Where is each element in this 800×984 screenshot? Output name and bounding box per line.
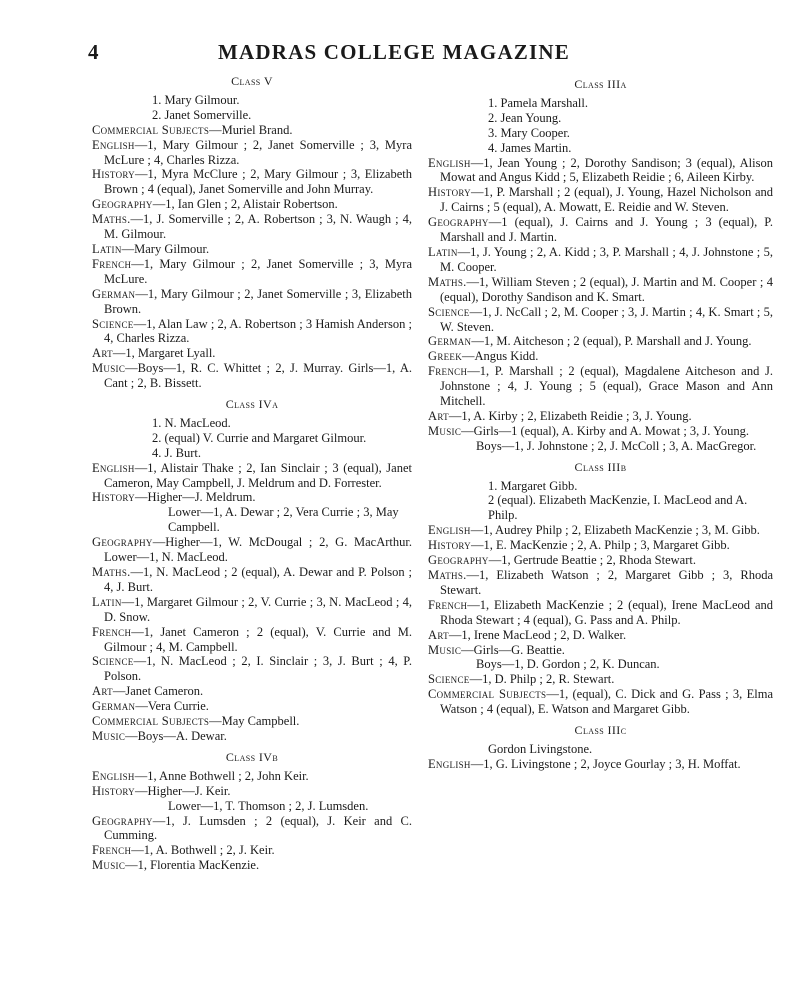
subject-label: Music xyxy=(428,423,462,438)
subject-label: English xyxy=(428,756,471,771)
sub-entry: Lower—1, T. Thomson ; 2, J. Lumsden. xyxy=(168,798,369,813)
subject-entry xyxy=(428,424,773,439)
subject-entry xyxy=(92,684,412,699)
subject-label: Commercial Subjects xyxy=(92,122,210,137)
subject-entry xyxy=(92,565,412,595)
class-heading: Class IVa xyxy=(225,397,279,412)
subject-entry xyxy=(92,654,412,684)
subject-entry xyxy=(92,595,412,625)
subject-entry xyxy=(428,185,773,215)
subject-entry xyxy=(428,334,773,349)
sub-entry: Boys—1, D. Gordon ; 2, K. Duncan. xyxy=(476,657,660,672)
class-rank-entry: Gordon Livingstone. xyxy=(488,741,593,756)
subject-label: English xyxy=(92,768,135,783)
subject-label: Art xyxy=(92,346,113,361)
subject-label: Geography xyxy=(92,197,153,212)
class-rank-entry: 1. Mary Gilmour. xyxy=(152,92,240,107)
class-heading: Class V xyxy=(231,74,273,88)
left-column xyxy=(92,68,412,873)
subject-entry xyxy=(92,123,412,138)
subject-label: Commercial Subjects xyxy=(92,714,210,729)
subject-entry xyxy=(428,672,773,687)
class-rank-entry: 1. Pamela Marshall. xyxy=(488,95,588,110)
subject-results: —1, Margaret Gilmour ; 2, V. Currie ; 3, N. MacLeod ; 4, D. Snow. xyxy=(104,594,412,624)
subject-entry xyxy=(92,714,412,729)
page-number: 4 xyxy=(88,40,99,64)
subject-entry xyxy=(92,843,412,858)
subject-entry xyxy=(428,553,773,568)
class-rank-entry: 2 (equal). Elizabeth MacKenzie, I. MacLeod and A. Philp. xyxy=(488,493,748,523)
subject-results: —1, Mary Gilmour ; 2, Janet Somerville ; 3, Myra McLure. xyxy=(104,256,412,286)
subject-label: French xyxy=(428,597,468,612)
subject-label: Art xyxy=(428,627,449,642)
subject-label: Music xyxy=(428,642,462,657)
subject-entry xyxy=(92,769,412,784)
subject-label: Maths. xyxy=(92,565,131,579)
subject-results: —Girls—1 (equal), A. Kirby and A. Mowat ; 3, J. Young. xyxy=(461,423,749,438)
subject-label: Greek xyxy=(428,349,463,364)
subject-results: —1, N. MacLeod ; 2, I. Sinclair ; 3, J. Burt ; 4, P. Polson. xyxy=(104,654,412,684)
subject-results: —1, Janet Cameron ; 2 (equal), V. Currie and M. Gilmour ; 4, M. Campbell. xyxy=(104,624,412,654)
subject-label: Latin xyxy=(92,241,122,256)
subject-label: Maths. xyxy=(92,212,131,227)
subject-results: —1, G. Livingstone ; 2, Joyce Gourlay ; 3, H. Moffat. xyxy=(470,756,741,771)
class-rank-entry: 2. Jean Young. xyxy=(488,110,562,125)
class-rank-entry: 3. Mary Cooper. xyxy=(488,125,570,140)
subject-label: Art xyxy=(92,684,113,699)
subject-label: Geography xyxy=(428,553,489,568)
subject-entry xyxy=(428,568,773,598)
subject-entry xyxy=(428,643,773,658)
subject-entry xyxy=(428,156,773,186)
subject-entry xyxy=(92,729,412,744)
page-header xyxy=(88,40,780,68)
subject-results: —1, Mary Gilmour ; 2, Janet Somerville ; 3, Myra McLure ; 4, Charles Rizza. xyxy=(104,137,412,167)
subject-label: French xyxy=(92,624,132,639)
subject-results: —1, A. Kirby ; 2, Elizabeth Reidie ; 3, J. Young. xyxy=(448,408,692,423)
class-heading: Class IIIc xyxy=(574,723,627,738)
subject-results: —May Campbell. xyxy=(209,714,300,729)
subject-entry xyxy=(428,245,773,275)
subject-results: —Muriel Brand. xyxy=(209,122,293,137)
subject-entry xyxy=(92,317,412,347)
subject-label: Science xyxy=(92,316,134,331)
sub-entry: Boys—1, J. Johnstone ; 2, J. McColl ; 3, A. MacGregor. xyxy=(476,438,757,453)
subject-label: French xyxy=(428,364,468,379)
magazine-title: MADRAS COLLEGE MAGAZINE xyxy=(218,40,570,64)
class-rank-entry: 4. J. Burt. xyxy=(152,445,201,460)
class-rank-entry: 1. Margaret Gibb. xyxy=(488,478,578,493)
subject-label: English xyxy=(428,155,471,170)
subject-results: —1, Elizabeth MacKenzie ; 2 (equal), Irene MacLeod and Rhoda Stewart ; 4 (equal), G. Pass and A. Philp. xyxy=(440,597,773,627)
subject-label: Latin xyxy=(92,594,122,609)
subject-results: —1, N. MacLeod ; 2 (equal), A. Dewar and P. Polson ; 4, J. Burt. xyxy=(104,565,412,594)
subject-label: English xyxy=(428,523,471,538)
subject-entry xyxy=(92,699,412,714)
subject-entry xyxy=(428,757,773,772)
subject-results: —1, Mary Gilmour ; 2, Janet Somerville ; 3, Elizabeth Brown. xyxy=(104,286,412,316)
subject-entry xyxy=(92,257,412,287)
class-heading: Class IIIa xyxy=(574,77,627,91)
subject-label: Science xyxy=(428,672,470,687)
subject-results: —Girls—G. Beattie. xyxy=(461,642,565,657)
subject-entry xyxy=(92,490,412,505)
subject-label: Geography xyxy=(92,813,153,828)
subject-entry xyxy=(428,628,773,643)
subject-label: Commercial Subjects xyxy=(428,687,547,702)
subject-results: —1, J. NcCall ; 2, M. Cooper ; 3, J. Martin ; 4, K. Smart ; 5, W. Steven. xyxy=(440,304,773,334)
subject-entry xyxy=(428,215,773,245)
subject-label: English xyxy=(92,137,135,152)
subject-results: —1 (equal), J. Cairns and J. Young ; 3 (equal), P. Marshall and J. Martin. xyxy=(440,215,773,245)
subject-label: Maths. xyxy=(428,568,467,582)
subject-results: —1, William Steven ; 2 (equal), J. Martin and M. Cooper ; 4 (equal), Dorothy Sandison and K. Smart. xyxy=(440,274,773,304)
subject-results: —1, Myra McClure ; 2, Mary Gilmour ; 3, Elizabeth Brown ; 4 (equal), Janet Somerville and John Murray. xyxy=(104,167,412,197)
subject-results: —Angus Kidd. xyxy=(462,349,539,364)
class-heading: Class IIIb xyxy=(574,459,627,474)
subject-results: —1, J. Somerville ; 2, A. Robertson ; 3, N. Waugh ; 4, M. Gilmour. xyxy=(104,212,412,242)
class-rank-entry: 4. James Martin. xyxy=(488,140,572,155)
subject-results: —1, D. Philp ; 2, R. Stewart. xyxy=(469,672,615,687)
subject-results: —Higher—J. Meldrum. xyxy=(134,490,256,505)
subject-label: History xyxy=(92,783,135,798)
subject-label: Geography xyxy=(92,535,153,550)
subject-entry xyxy=(92,242,412,257)
subject-entry xyxy=(428,364,773,409)
subject-results: —1, Margaret Lyall. xyxy=(112,346,216,361)
subject-entry xyxy=(92,858,412,873)
subject-entry xyxy=(428,687,773,717)
subject-entry xyxy=(428,305,773,335)
class-rank-entry: 1. N. MacLeod. xyxy=(152,415,231,430)
subject-results: —1, Jean Young ; 2, Dorothy Sandison; 3 (equal), Alison Mowat and Angus Kidd ; 5, Elizabeth Reidie ; 6, Aileen Kirby. xyxy=(440,155,773,185)
subject-label: Music xyxy=(92,361,126,376)
subject-results: —1, A. Bothwell ; 2, J. Keir. xyxy=(131,843,275,858)
subject-results: —1, P. Marshall ; 2 (equal), Magdalene Aitcheson and J. Johnstone ; 4, J. Young ; 5 (equal), Grace Mason and Ann Mitchell. xyxy=(440,364,773,409)
subject-results: —Boys—1, R. C. Whittet ; 2, J. Murray. Girls—1, A. Cant ; 2, B. Bissett. xyxy=(104,361,412,391)
subject-label: Maths. xyxy=(428,274,467,289)
subject-results: —1, M. Aitcheson ; 2 (equal), P. Marshall and J. Young. xyxy=(471,334,752,349)
class-rank-entry: 2. Janet Somerville. xyxy=(152,107,252,122)
subject-label: Music xyxy=(92,728,126,743)
subject-results: —1, J. Lumsden ; 2 (equal), J. Keir and C. Cumming. xyxy=(104,813,412,843)
subject-results: —1, Alistair Thake ; 2, Ian Sinclair ; 3 (equal), Janet Cameron, May Campbell, J. Meldrum and D. Forrester. xyxy=(104,460,412,490)
subject-entry xyxy=(92,625,412,655)
subject-label: German xyxy=(92,286,136,301)
subject-results: —1, Gertrude Beattie ; 2, Rhoda Stewart. xyxy=(488,553,696,568)
subject-label: German xyxy=(92,699,136,714)
subject-label: Science xyxy=(92,654,134,669)
subject-entry xyxy=(92,361,412,391)
subject-entry xyxy=(92,138,412,168)
subject-results: —Janet Cameron. xyxy=(112,684,204,699)
subject-results: —1, Elizabeth Watson ; 2, Margaret Gibb ; 3, Rhoda Stewart. xyxy=(440,568,773,597)
subject-results: —Higher—1, W. McDougal ; 2, G. MacArthur. Lower—1, N. MacLeod. xyxy=(104,535,412,565)
subject-results: —1, Alan Law ; 2, A. Robertson ; 3 Hamish Anderson ; 4, Charles Rizza. xyxy=(104,316,412,346)
subject-results: —Boys—A. Dewar. xyxy=(125,728,227,743)
subject-results: —1, E. MacKenzie ; 2, A. Philp ; 3, Margaret Gibb. xyxy=(470,538,730,553)
subject-label: Science xyxy=(428,304,470,319)
subject-results: —Vera Currie. xyxy=(135,699,209,714)
subject-entry xyxy=(428,523,773,538)
subject-entry xyxy=(92,784,412,799)
subject-results: —Higher—J. Keir. xyxy=(134,783,231,798)
class-heading: Class IVb xyxy=(225,749,279,764)
subject-entry xyxy=(428,349,773,364)
subject-results: —Mary Gilmour. xyxy=(121,241,210,256)
subject-results: —1, P. Marshall ; 2 (equal), J. Young, Hazel Nicholson and J. Cairns ; 5 (equal), A. Mowatt, E. Reidie and W. Steven. xyxy=(440,185,773,215)
subject-entry xyxy=(428,598,773,628)
subject-results: —1, Anne Bothwell ; 2, John Keir. xyxy=(134,768,309,783)
subject-label: English xyxy=(92,460,135,475)
subject-entry xyxy=(92,346,412,361)
sub-entry: Lower—1, A. Dewar ; 2, Vera Currie ; 3, May Campbell. xyxy=(168,505,399,535)
subject-entry xyxy=(92,535,412,565)
subject-entry xyxy=(428,538,773,553)
subject-label: History xyxy=(92,167,135,182)
subject-entry xyxy=(92,197,412,212)
subject-entry xyxy=(92,212,412,242)
subject-entry xyxy=(92,287,412,317)
subject-label: History xyxy=(428,185,471,200)
subject-entry xyxy=(428,275,773,305)
subject-label: German xyxy=(428,334,472,349)
subject-results: —1, (equal), C. Dick and G. Pass ; 3, Elma Watson ; 4 (equal), E. Watson and Margaret Gibb. xyxy=(440,687,774,717)
subject-label: Art xyxy=(428,408,449,423)
subject-entry xyxy=(92,461,412,491)
subject-results: —1, Florentia MacKenzie. xyxy=(125,858,260,873)
subject-results: —1, Irene MacLeod ; 2, D. Walker. xyxy=(448,627,627,642)
subject-label: Music xyxy=(92,858,126,873)
subject-entry xyxy=(92,814,412,844)
class-rank-entry: 2. (equal) V. Currie and Margaret Gilmour. xyxy=(152,430,367,445)
subject-label: French xyxy=(92,843,132,858)
subject-label: History xyxy=(428,538,471,553)
subject-results: —1, J. Young ; 2, A. Kidd ; 3, P. Marshall ; 4, J. Johnstone ; 5, M. Cooper. xyxy=(440,244,773,274)
subject-results: —1, Audrey Philp ; 2, Elizabeth MacKenzie ; 3, M. Gibb. xyxy=(470,523,760,538)
right-column xyxy=(428,71,773,772)
subject-results: —1, Ian Glen ; 2, Alistair Robertson. xyxy=(152,197,338,212)
subject-entry xyxy=(92,167,412,197)
subject-label: History xyxy=(92,490,135,505)
subject-label: Latin xyxy=(428,244,458,259)
subject-label: French xyxy=(92,256,132,271)
subject-entry xyxy=(428,409,773,424)
subject-label: Geography xyxy=(428,215,489,230)
